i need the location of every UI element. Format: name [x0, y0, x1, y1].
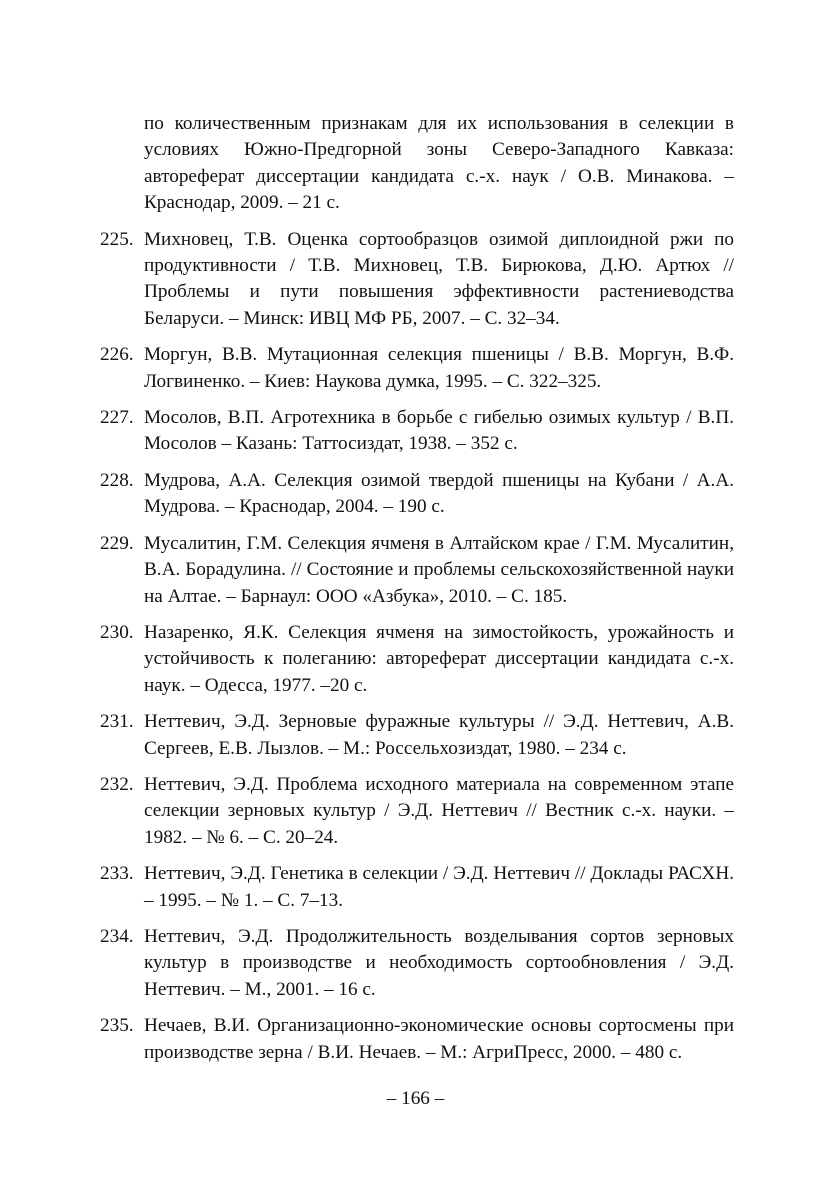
reference-text: Мосолов, В.П. Агротехника в борьбе с гибелью озимых культур / В.П. Мосолов – Казань: Таттосиздат, 1938. – 352 с. — [144, 407, 734, 455]
reference-text: Неттевич, Э.Д. Продолжительность возделывания сортов зерновых культур в производстве и необходимость сортообновления / Э.Д. Неттевич. – М., 2001. – 16 с. — [144, 925, 734, 1000]
reference-list — [100, 111, 734, 1076]
reference-number: 230. — [100, 621, 134, 643]
reference-text: Михновец, Т.В. Оценка сортообразцов озимой диплоидной ржи по продуктивности / Т.В. Михновец, Т.В. Бирюкова, Д.Ю. Артюх // Проблемы и пути повышения эффективности растениеводства Беларуси. – Минск: ИВЦ МФ РБ, 2007. – С. 32–34. — [144, 228, 734, 329]
reference-item-229 — [100, 531, 734, 610]
reference-item-235 — [100, 1013, 734, 1066]
reference-item-234 — [100, 924, 734, 1003]
reference-item-228 — [100, 468, 734, 521]
reference-number: 234. — [100, 925, 134, 947]
reference-item-232 — [100, 772, 734, 851]
reference-item-231 — [100, 709, 734, 762]
reference-text: по количественным признакам для их использования в селекции в условиях Южно-Предгорной зоны Северо-Западного Кавказа: автореферат диссертации кандидата с.-х. наук / О.В. Минакова. – Краснодар, 2009. – 21 с. — [144, 113, 734, 214]
reference-continuation — [100, 111, 734, 217]
reference-item-226 — [100, 342, 734, 395]
reference-text: Неттевич, Э.Д. Генетика в селекции / Э.Д. Неттевич // Доклады РАСХН. – 1995. – № 1. – С. 7–13. — [144, 863, 734, 911]
reference-number: 233. — [100, 863, 134, 885]
reference-number: 227. — [100, 407, 134, 429]
reference-item-225 — [100, 227, 734, 333]
reference-item-227 — [100, 405, 734, 458]
reference-text: Неттевич, Э.Д. Проблема исходного материала на современном этапе селекции зерновых культур / Э.Д. Неттевич // Вестник с.-х. науки. – 1982. – № 6. – С. 20–24. — [144, 773, 734, 848]
reference-item-233 — [100, 861, 734, 914]
reference-text: Нечаев, В.И. Организационно-экономические основы сортосмены при производстве зерна / В.И. Нечаев. – М.: АгриПресс, 2000. – 480 с. — [144, 1015, 734, 1063]
reference-text: Мудрова, А.А. Селекция озимой твердой пшеницы на Кубани / А.А. Мудрова. – Краснодар, 2004. – 190 с. — [144, 469, 734, 518]
reference-text: Мусалитин, Г.М. Селекция ячменя в Алтайском крае / Г.М. Мусалитин, В.А. Борадулина. // Состояние и проблемы сельскохозяйственной науки на Алтае. – Барнаул: ООО «Азбука», 2010. – С. 185. — [144, 532, 734, 607]
reference-number: 229. — [100, 532, 134, 554]
page-number: – 166 – — [386, 1088, 445, 1109]
reference-number: 232. — [100, 773, 134, 795]
reference-number: 235. — [100, 1015, 134, 1037]
reference-number: 226. — [100, 344, 134, 366]
reference-number: 231. — [100, 711, 134, 733]
reference-number: 228. — [100, 469, 134, 491]
reference-text: Неттевич, Э.Д. Зерновые фуражные культуры // Э.Д. Неттевич, А.В. Сергеев, Е.В. Лызлов. – М.: Россельхозиздат, 1980. – 234 с. — [144, 711, 734, 759]
reference-item-230 — [100, 620, 734, 699]
reference-number: 225. — [100, 228, 134, 250]
reference-text: Назаренко, Я.К. Селекция ячменя на зимостойкость, урожайность и устойчивость к полеганию: автореферат диссертации кандидата с.-х. наук. – Одесса, 1977. –20 с. — [144, 621, 734, 696]
reference-text: Моргун, В.В. Мутационная селекция пшеницы / В.В. Моргун, В.Ф. Логвиненко. – Киев: Наукова думка, 1995. – С. 322–325. — [144, 344, 734, 392]
